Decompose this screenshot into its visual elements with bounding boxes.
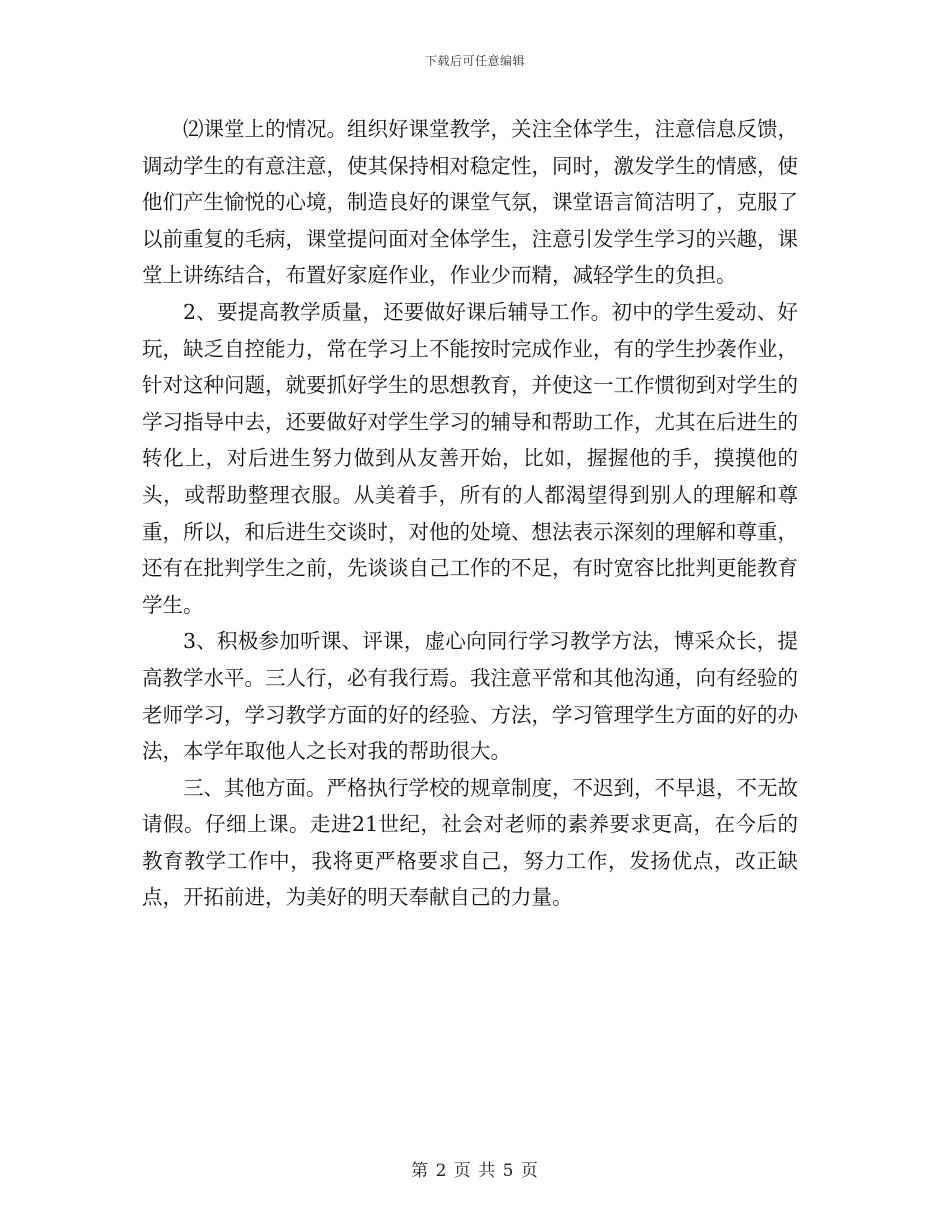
page-header: 下载后可任意编辑 — [424, 54, 525, 68]
paragraph-lesson-observation: 3、积极参加听课、评课，虚心向同行学习教学方法，博采众长，提高教学水平。三人行，必有我行焉。我注意平常和其他沟通，向有经验的老师学习，学习教学方面的好的经验、方法，学习管理学生方面的好的办法，本学年取他人之长对我的帮助很大。 — [142, 629, 798, 764]
paragraph-classroom-situation: ⑵课堂上的情况。组织好课堂教学，关注全体学生，注意信息反馈，调动学生的有意注意，使其保持相对稳定性，同时，激发学生的情感，使他们产生愉悦的心境，制造良好的课堂气氛，课堂语言简洁明了，克服了以前重复的毛病，课堂提问面对全体学生，注意引发学生学习的兴趣，课堂上讲练结合，布置好家庭作业，作业少而精，减轻学生的负担。 — [142, 117, 798, 288]
page-number: 第 2 页 共 5 页 — [411, 1161, 539, 1181]
paragraph-other-aspects: 三、其他方面。严格执行学校的规章制度，不迟到，不早退，不无故请假。仔细上课。走进21世纪，社会对老师的素养要求更高，在今后的教育教学工作中，我将更严格要求自己，努力工作，发扬优点，改正缺点，开拓前进，为美好的明天奉献自己的力量。 — [142, 775, 798, 910]
document-body — [142, 111, 798, 916]
paragraph-after-class-tutoring: 2、要提高教学质量，还要做好课后辅导工作。初中的学生爱动、好玩，缺乏自控能力，常在学习上不能按时完成作业，有的学生抄袭作业，针对这种问题，就要抓好学生的思想教育，并使这一工作惯彻到对学生的学习指导中去，还要做好对学生学习的辅导和帮助工作，尤其在后进生的转化上，对后进生努力做到从友善开始，比如，握握他的手，摸摸他的头，或帮助整理衣服。从美着手，所有的人都渴望得到别人的理解和尊重，所以，和后进生交谈时，对他的处境、想法表示深刻的理解和尊重，还有在批判学生之前，先谈谈自己工作的不足，有时宽容比批判更能教育学生。 — [142, 299, 798, 617]
